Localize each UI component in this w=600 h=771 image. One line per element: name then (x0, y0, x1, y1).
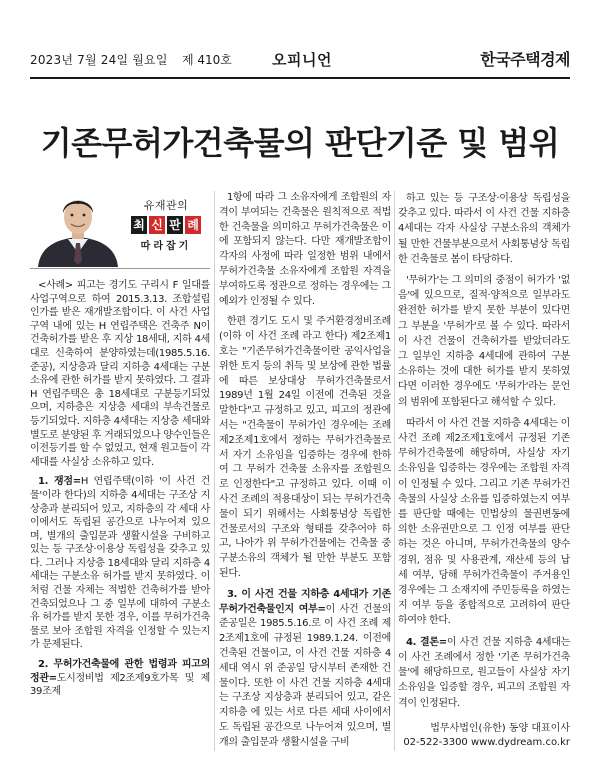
columnist-header (30, 187, 210, 267)
masthead (30, 47, 570, 71)
article-headline: 기존무허가건축물의 판단기준 및 범위 (40, 124, 560, 162)
paragraph (398, 273, 570, 410)
paragraph-lead: 1. 쟁점= (38, 476, 81, 488)
paragraph (219, 191, 391, 309)
issue-date: 2023년 7월 24일 월요일 (30, 53, 168, 67)
paragraph-lead: 2. 무허가건축물에 관한 법령과 피고의 정관= (30, 659, 210, 684)
paragraph-text: 이 사건 건물의 준공일은 1985.5.16.로 이 사건 조례 제2조제1호에 규정된 1989.1.24. 이전에 건축된 건물이고, 이 사건 건물 지하층 4세대 역시 위 준공일 당시부터 존재한 건물이다. 또한 이 사건 건물 지하층 4세대는 구조상 지상층과 분리되어 있고, 같은 지하층 에 있는 서로 다른 세대 사이에서도 독립된 공간으로 나누어져 있으며, 별개의 출입문과 생활시설을 구비 (219, 603, 391, 748)
column-title-badge (130, 216, 202, 234)
photo-divider (30, 268, 210, 269)
columnist-portrait (30, 187, 126, 267)
badge-char: 신 (149, 216, 165, 234)
paragraph-text: '무허가'는 그 의미의 중점이 허가가 '없음'에 있으므로, 질적·양적으로 일부라도 완전한 허가를 받지 못한 부분이 있다면 그 부분을 '무허가'로 볼 수 있다. 따라서 이 사건 건물이 건축허가를 받았더라도 그 일부인 지하층 4세대에 관하여 구분 소유하는 것에 대한 허가를 받지 못하였다면 이러한 경우에도 '무허가'라는 문언의 범위에 포함된다고 해석할 수 있다. (398, 275, 570, 408)
paragraph (398, 416, 570, 629)
masthead-rule (30, 77, 570, 79)
column-tagline: 따라잡기 (140, 241, 192, 252)
paragraph-text: 1항에 따라 그 소유자에게 조합원의 자격이 부여되는 건축물은 원칙적으로 적법한 건축물을 의미하고 무허가건축물은 이에 포함되지 않는다. 다만 재개발조합이 각자의 사정에 따라 일정한 범위 내에서 무허가건축물 소유자에게 조합원 자격을 부여하도록 정관으로 정하는 경우에는 그 예외가 인정될 수 있다. (219, 192, 391, 307)
paragraph-lead: 4. 결론= (406, 636, 447, 648)
article-column-1 (30, 279, 210, 699)
paragraph (30, 475, 210, 652)
paragraph (398, 191, 570, 267)
issue-number: 제 410호 (182, 53, 232, 67)
column-divider (394, 191, 395, 751)
column-divider (214, 191, 215, 751)
paragraph-text: H 연립주택(이하 '이 사건 건물'이라 한다)의 지하층 4세대는 구조상 지상층과 분리되어 있고, 지하층의 각 세대 사이에서도 독립된 공간으로 나누어져 있으며, 별개의 출입문과 생활시설을 구비하고 있는 등 구조상·이용상 독립성을 갖추고 있다. 그러나 지상층 18세대와 달리 지하층 4세대는 구분소유 허가를 받지 못하였다. 이처럼 건물 자체는 적법한 건축허가를 받아 건축되었으나 그 중 일부에 대하여 구분소유 허가를 받지 못한 경우, 이를 무허가건축물로 보아 조합원 자격을 인정할 수 있는지가 문제된다. (30, 476, 211, 651)
badge-char: 판 (167, 216, 183, 234)
paragraph-lead: 3. 이 사건 건물 지하층 4세대가 기존무허가건축물인지 여부= (219, 588, 391, 615)
publication-logo: 한국주택경제 (480, 50, 570, 69)
column-byline (122, 197, 210, 252)
badge-char: 최 (131, 216, 147, 234)
paragraph (219, 315, 391, 581)
badge-char: 례 (185, 216, 201, 234)
section-label: 오피니언 (272, 51, 332, 69)
author-contact: 02-522-3300 www.dydream.co.kr (403, 737, 570, 748)
paragraph-text: 이 사건 건물 지하층 4세대는 이 사건 조례에서 정한 '기존 무허가건축물'에 해당하므로, 원고들이 사실상 자기 소유임을 입증할 경우, 피고의 조합원 자격이 인정된다. (398, 636, 570, 709)
paragraph-text: 도시정비법 제2조제9호가목 및 제39조제 (30, 672, 210, 698)
paragraph (398, 635, 570, 711)
paragraph-text: 한편 경기도 도시 및 주거환경정비조례(이하 이 사건 조례 라고 한다) 제2조제1호는 "기존무허가건축물이란 공익사업을 위한 토지 등의 취득 및 보상에 관한 법률에 따른 보상대상 무허가건축물로서 1989년 1월 24일 이전에 건축된 것을 말한다"고 규정하고 있고, 피고의 정관에서는 "건축물이 무허가인 경우에는 조례 제2조제1호에서 정하는 무허가건축물로서 자기 소유임을 입증하는 경우에 한하여 그 무허가 건축물 소유자를 조합원으로 인정한다"고 규정하고 있다. 이때 이 사건 조례의 적용대상이 되는 무허가건축물이 되기 위해서는 사회통념상 독립한 건물로서의 구조와 형태를 갖추어야 하고, 나아가 위 무허가건물에는 건축물 중 구분소유의 객체가 될 만한 부분도 포함된다. (219, 316, 391, 579)
paragraph (30, 279, 210, 469)
paragraph (219, 588, 391, 751)
article-column-2 (219, 191, 391, 750)
paragraph-text: 따라서 이 사건 건물 지하층 4세대는 이 사건 조례 제2조제1호에서 규정된 기존무허가건축물에 해당하며, 사실상 자기 소유임을 입증하는 경우에는 조합원 자격이 인정될 수 있다. 그리고 기존 무허가건축물의 사실상 소유를 입증하였는지 여부를 판단할 때에는 민법상의 물권변동에 의한 소유권만으로 그 인정 여부를 판단하는 것은 아니며, 무허가건축물의 양수 경위, 점유 및 사용관계, 재산세 등의 납세 여부, 당해 무허가건축물이 주거용인 경우에는 그 소재지에 주민등록을 하였는지 여부 등을 종합적으로 고려하여 판단하여야 한다. (398, 417, 570, 627)
article-column-3 (398, 191, 570, 711)
paragraph-text: <사례> 피고는 경기도 구리시 F 일대를 사업구역으로 하여 2015.3.13. 조합설립인가를 받은 재개발조합이다. 이 사건 사업구역 내에 있는 H 연립주택은 건축주 N이 건축허가를 받은 후 지상 18세대, 지하 4세대로 신축하여 분양하였는데(1985.5.16. 준공), 지상층과 달리 지하층 4세대는 구분소유에 관한 허가를 받지 못하였다. 그 결과 H 연립주택은 총 18세대로 구분등기되었으며, 지하층은 지상층 세대의 부속건물로 등기되었다. 지하층 4세대는 지상층 세대와 별도로 분양된 후 거래되었으나 양수인들은 이전등기를 할 수 없었고, 현재 원고들이 각 세대를 사실상 소유하고 있다. (30, 280, 210, 468)
paragraph-text: 하고 있는 등 구조상·이용상 독립성을 갖추고 있다. 따라서 이 사건 건물 지하층 4세대는 각자 사실상 구분소유의 객체가 될 만한 건물부분으로서 사회통념상 독립한 건축물로 봄이 타당하다. (398, 193, 570, 265)
author-affiliation: 법무사법인(유한) 동양 대표이사 (430, 723, 570, 734)
paragraph (30, 658, 210, 699)
columnist-name: 유재관의 (143, 199, 189, 212)
